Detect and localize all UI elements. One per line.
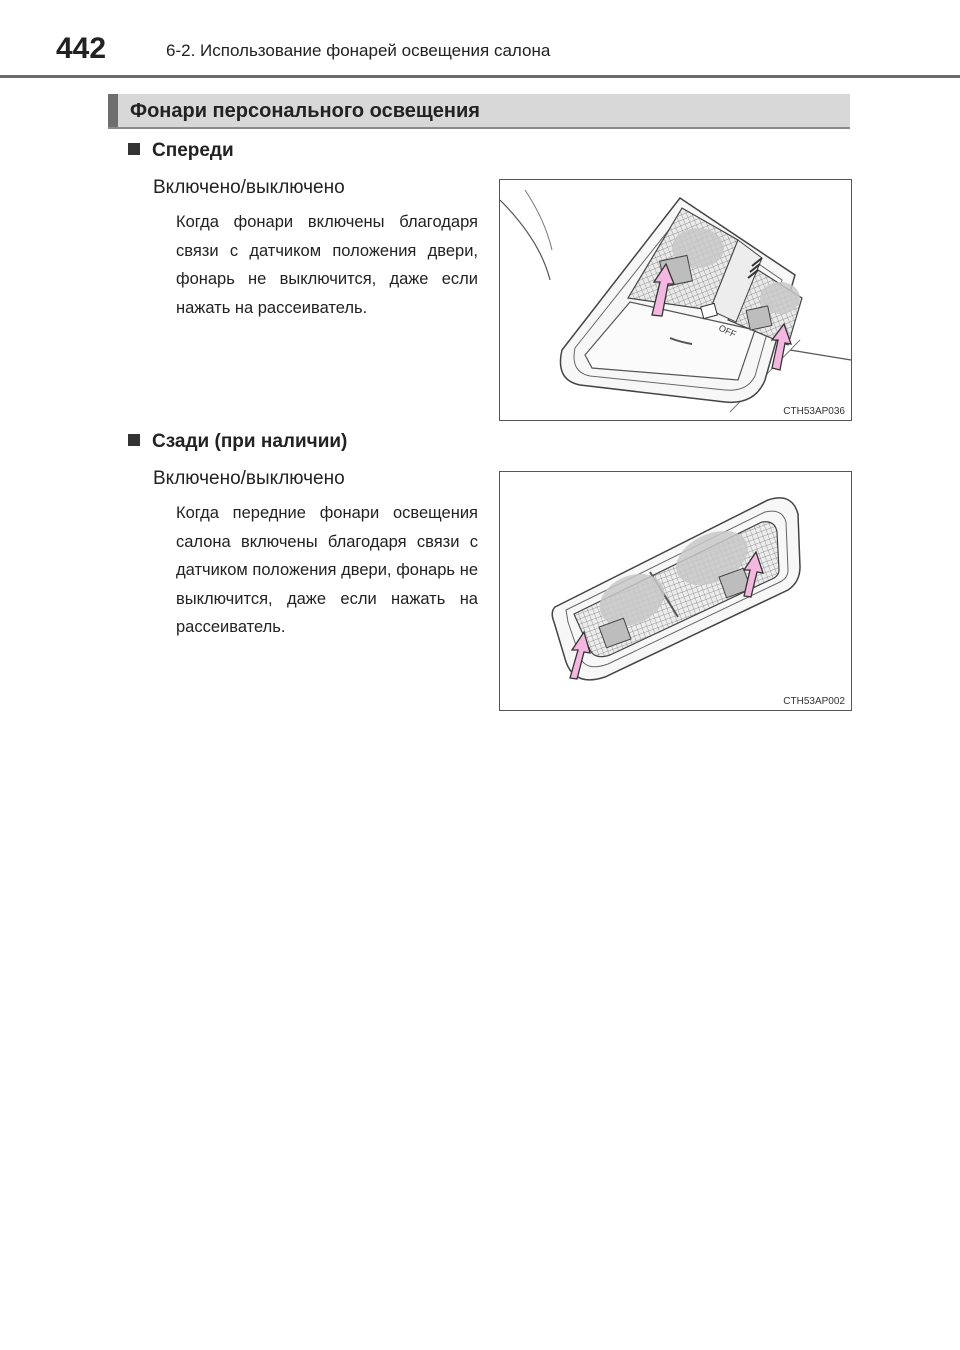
rear-heading [128,431,347,453]
off-switch-label: OFF [717,322,738,340]
front-heading-text: Спереди [152,140,234,161]
section-header [108,94,850,129]
figure-code: CTH53AP036 [783,406,845,417]
front-heading [128,140,234,162]
front-operation-label: Включено/выключено [153,177,345,198]
section-accent [108,94,118,127]
rear-heading-text: Сзади (при наличии) [152,431,348,452]
figure-code: CTH53AP002 [783,696,845,707]
page-number: 442 [56,32,107,65]
chapter-title: 6-2. Использование фонарей освещения салона [166,41,551,60]
header-divider [0,75,960,78]
rear-operation-label: Включено/выключено [153,468,345,489]
section-title: Фонари персонального освещения [130,100,480,122]
rear-description: Когда передние фонари освещения салона включены благодаря связи с датчиком положения двери, фонарь не выключится, даже если нажать на рассеиватель. [176,504,478,636]
square-bullet-icon [128,434,140,446]
square-bullet-icon [128,143,140,155]
rear-lamp-illustration [499,471,852,711]
front-description: Когда фонари включены благодаря связи с датчиком положения двери, фонарь не выключится, даже если нажать на рассеиватель. [176,213,478,317]
front-lamp-drawing [500,180,851,420]
front-lamp-illustration [499,179,852,421]
rear-lamp-drawing [500,472,851,710]
